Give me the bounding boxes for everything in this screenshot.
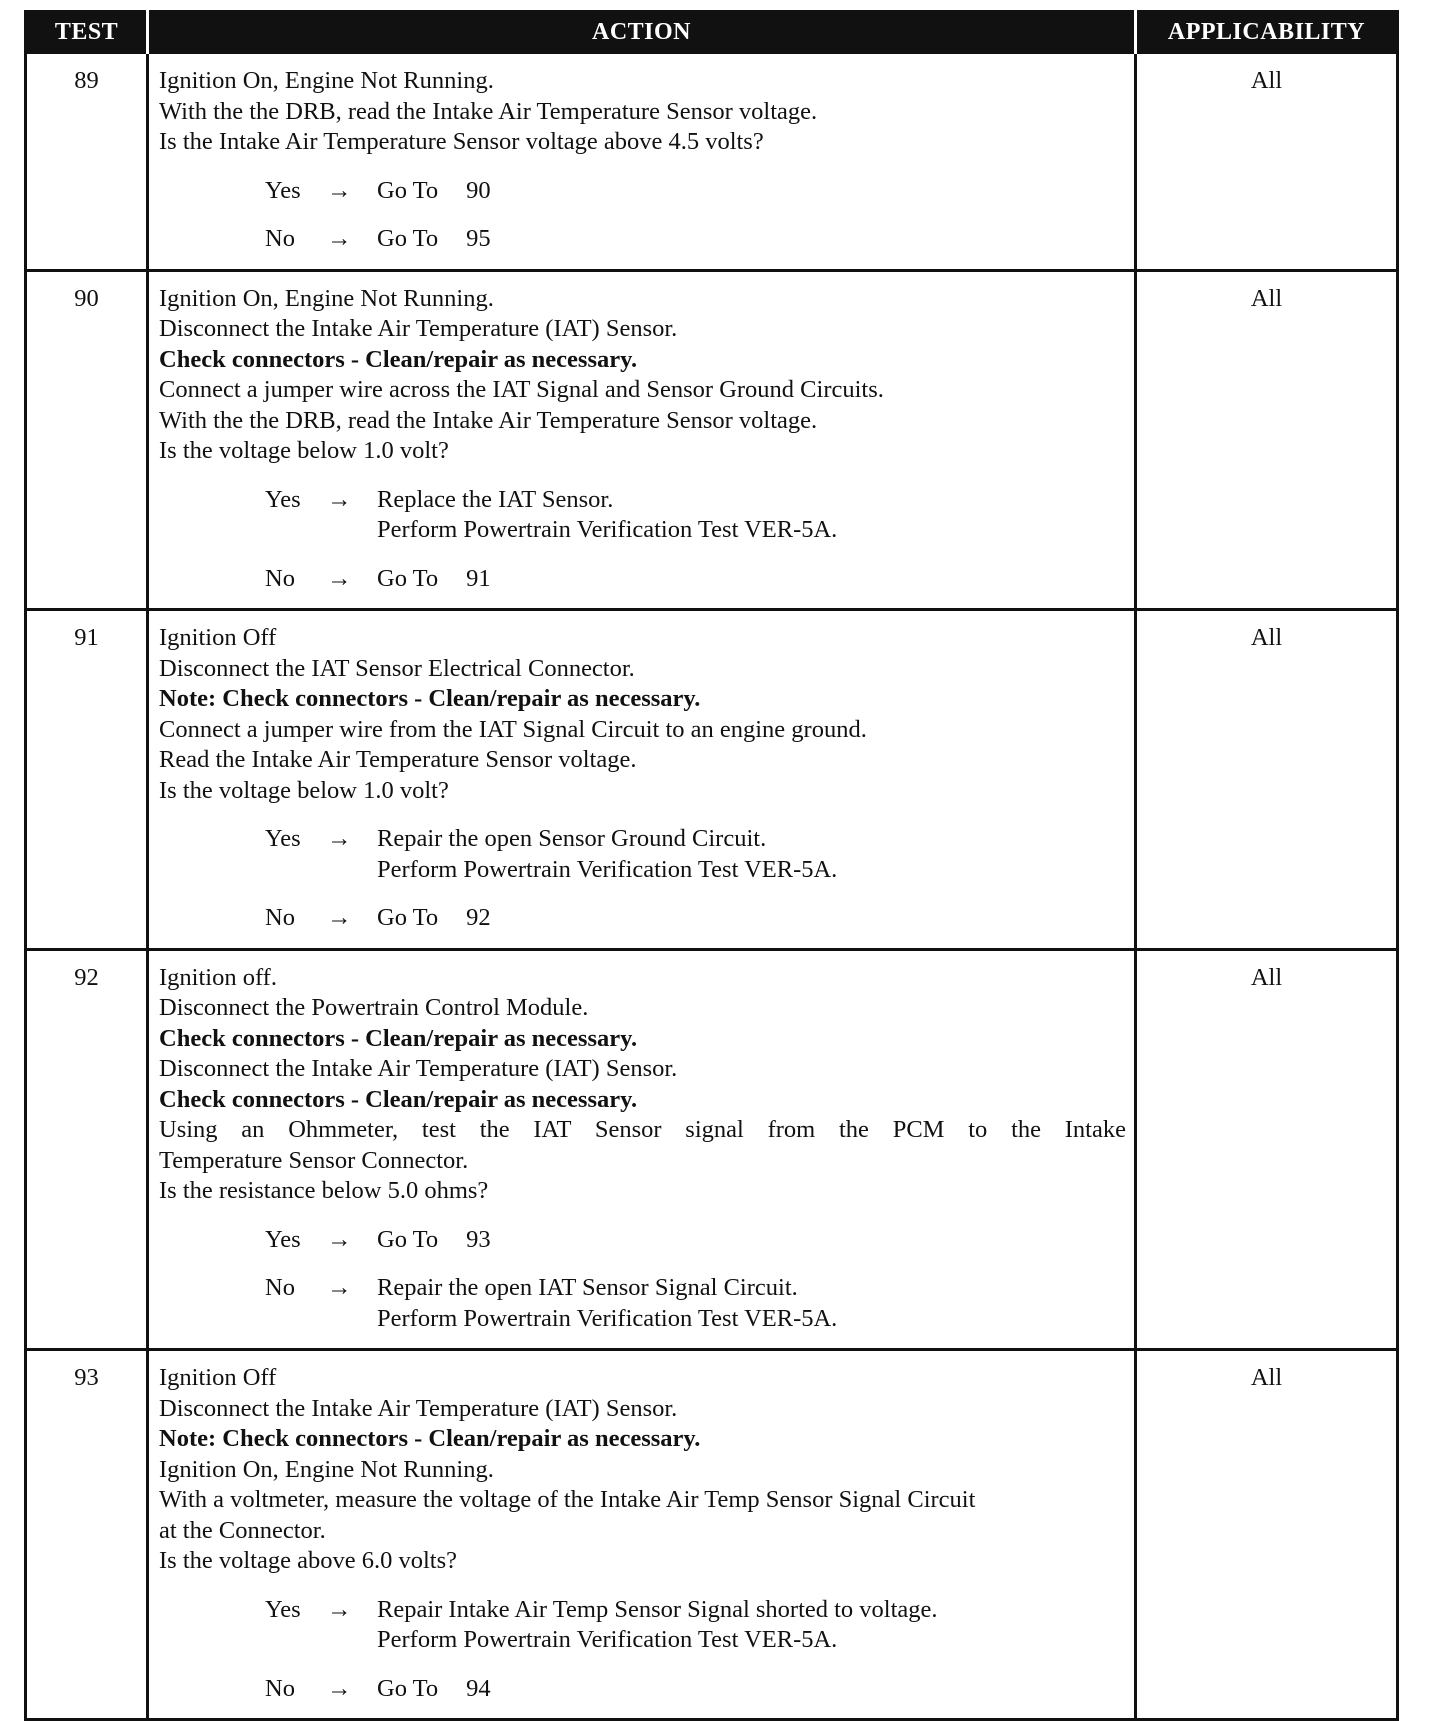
table-header-row bbox=[26, 12, 1398, 53]
action-line: Connect a jumper wire from the IAT Signal Circuit to an engine ground. bbox=[159, 715, 867, 743]
goto-test-number: 94 bbox=[466, 1674, 491, 1702]
arrow-right-icon: → bbox=[327, 904, 352, 931]
goto-test-number: 90 bbox=[466, 176, 491, 204]
no-label: No bbox=[265, 225, 295, 252]
answer-list bbox=[159, 176, 1126, 255]
no-label: No bbox=[265, 1674, 295, 1702]
action-line: Disconnect the Intake Air Temperature (IAT) Sensor. bbox=[159, 1394, 678, 1422]
answer-text: Perform Powertrain Verification Test VER-5A. bbox=[377, 1626, 838, 1653]
test-number: 92 bbox=[26, 949, 148, 1350]
applicability-value: All bbox=[1136, 53, 1398, 271]
test-row-90 bbox=[26, 270, 1398, 610]
yes-label: Yes bbox=[265, 1225, 301, 1253]
answer-text: Repair Intake Air Temp Sensor Signal shorted to voltage. bbox=[377, 1595, 938, 1623]
action-line: Ignition off. bbox=[159, 963, 277, 991]
header-test: TEST bbox=[26, 12, 148, 53]
action-note: Note: Check connectors - Clean/repair as necessary. bbox=[159, 685, 701, 712]
no-answer bbox=[265, 224, 1126, 255]
arrow-right-icon: → bbox=[327, 225, 352, 252]
applicability-value: All bbox=[1136, 1350, 1398, 1720]
test-row-91 bbox=[26, 610, 1398, 950]
answer-text: Perform Powertrain Verification Test VER-5A. bbox=[377, 1304, 838, 1332]
action-line: Ignition Off bbox=[159, 624, 277, 651]
yes-label: Yes bbox=[265, 1595, 301, 1623]
applicability-value: All bbox=[1136, 949, 1398, 1350]
arrow-right-icon: → bbox=[327, 564, 352, 592]
yes-answer bbox=[265, 485, 1126, 546]
action-line: Using an Ohmmeter, test the IAT Sensor signal from the PCM to the Intake bbox=[159, 1116, 1126, 1143]
action-line: Temperature Sensor Connector. bbox=[159, 1146, 469, 1174]
action-line: Disconnect the Powertrain Control Module. bbox=[159, 994, 589, 1021]
test-action bbox=[148, 1350, 1136, 1720]
action-line: Ignition Off bbox=[159, 1364, 277, 1391]
answer-text: Perform Powertrain Verification Test VER-5A. bbox=[377, 855, 838, 883]
arrow-right-icon: → bbox=[327, 176, 352, 204]
yes-label: Yes bbox=[265, 825, 301, 852]
diagnostic-test-table bbox=[24, 10, 1399, 1721]
answer-text: Repair the open IAT Sensor Signal Circuit. bbox=[377, 1274, 798, 1301]
answer-list bbox=[159, 1225, 1126, 1335]
yes-label: Yes bbox=[265, 485, 301, 513]
test-number: 89 bbox=[26, 53, 148, 271]
goto-test-number: 93 bbox=[466, 1225, 491, 1253]
action-line: With a voltmeter, measure the voltage of the Intake Air Temp Sensor Signal Circuit bbox=[159, 1486, 976, 1513]
answer-list bbox=[159, 485, 1126, 595]
action-line: Is the voltage below 1.0 volt? bbox=[159, 437, 449, 464]
test-action bbox=[148, 949, 1136, 1350]
goto-text: Go To bbox=[377, 904, 439, 931]
applicability-value: All bbox=[1136, 610, 1398, 950]
action-line: Disconnect the IAT Sensor Electrical Connector. bbox=[159, 654, 635, 682]
action-line: With the the DRB, read the Intake Air Temperature Sensor voltage. bbox=[159, 406, 818, 434]
goto-text: Go To bbox=[377, 1674, 439, 1702]
goto-text: Go To bbox=[377, 225, 439, 252]
action-line: Is the voltage above 6.0 volts? bbox=[159, 1547, 458, 1574]
test-row-92 bbox=[26, 949, 1398, 1350]
goto-text: Go To bbox=[377, 1225, 439, 1253]
answer-list bbox=[159, 824, 1126, 934]
test-action bbox=[148, 53, 1136, 271]
yes-answer bbox=[265, 1225, 1126, 1256]
diagnostic-page bbox=[24, 10, 1396, 1721]
action-note: Note: Check connectors - Clean/repair as necessary. bbox=[159, 1425, 701, 1452]
no-answer bbox=[265, 1273, 1126, 1334]
test-row-93 bbox=[26, 1350, 1398, 1720]
test-number: 91 bbox=[26, 610, 148, 950]
action-line: at the Connector. bbox=[159, 1516, 326, 1544]
test-action bbox=[148, 610, 1136, 950]
no-answer bbox=[265, 1674, 1126, 1705]
arrow-right-icon: → bbox=[327, 1595, 352, 1623]
arrow-right-icon: → bbox=[327, 1225, 352, 1253]
arrow-right-icon: → bbox=[327, 485, 352, 513]
test-number: 90 bbox=[26, 270, 148, 610]
action-line: Ignition On, Engine Not Running. bbox=[159, 1455, 494, 1483]
goto-test-number: 95 bbox=[466, 225, 491, 252]
no-label: No bbox=[265, 1274, 295, 1301]
goto-text: Go To bbox=[377, 564, 439, 592]
arrow-right-icon: → bbox=[327, 1674, 352, 1702]
applicability-value: All bbox=[1136, 270, 1398, 610]
arrow-right-icon: → bbox=[327, 825, 352, 852]
action-line: Read the Intake Air Temperature Sensor voltage. bbox=[159, 746, 637, 773]
action-line: Is the voltage below 1.0 volt? bbox=[159, 776, 449, 804]
answer-text: Replace the IAT Sensor. bbox=[377, 485, 614, 513]
action-note: Check connectors - Clean/repair as necessary. bbox=[159, 345, 638, 373]
arrow-right-icon: → bbox=[327, 1274, 352, 1301]
goto-test-number: 92 bbox=[466, 904, 491, 931]
yes-answer bbox=[265, 176, 1126, 207]
yes-answer bbox=[265, 1595, 1126, 1656]
test-action bbox=[148, 270, 1136, 610]
answer-text: Repair the open Sensor Ground Circuit. bbox=[377, 825, 767, 852]
action-note: Check connectors - Clean/repair as necessary. bbox=[159, 1085, 638, 1113]
yes-answer bbox=[265, 824, 1126, 885]
action-line: Connect a jumper wire across the IAT Signal and Sensor Ground Circuits. bbox=[159, 376, 884, 403]
action-line: Is the Intake Air Temperature Sensor voltage above 4.5 volts? bbox=[159, 128, 764, 155]
action-line: Is the resistance below 5.0 ohms? bbox=[159, 1177, 489, 1204]
no-label: No bbox=[265, 564, 295, 592]
action-note: Check connectors - Clean/repair as necessary. bbox=[159, 1024, 638, 1052]
action-line: Disconnect the Intake Air Temperature (IAT) Sensor. bbox=[159, 315, 678, 342]
answer-list bbox=[159, 1595, 1126, 1705]
goto-test-number: 91 bbox=[466, 564, 491, 592]
action-line: Ignition On, Engine Not Running. bbox=[159, 67, 494, 94]
goto-text: Go To bbox=[377, 176, 439, 204]
answer-text: Perform Powertrain Verification Test VER-5A. bbox=[377, 516, 838, 543]
header-action: ACTION bbox=[148, 12, 1136, 53]
no-label: No bbox=[265, 904, 295, 931]
action-line: Ignition On, Engine Not Running. bbox=[159, 284, 494, 312]
no-answer bbox=[265, 564, 1126, 595]
test-row-89 bbox=[26, 53, 1398, 271]
header-applicability: APPLICABILITY bbox=[1136, 12, 1398, 53]
test-number: 93 bbox=[26, 1350, 148, 1720]
no-answer bbox=[265, 903, 1126, 934]
action-line: With the the DRB, read the Intake Air Temperature Sensor voltage. bbox=[159, 97, 818, 125]
yes-label: Yes bbox=[265, 176, 301, 204]
action-line: Disconnect the Intake Air Temperature (IAT) Sensor. bbox=[159, 1055, 678, 1082]
